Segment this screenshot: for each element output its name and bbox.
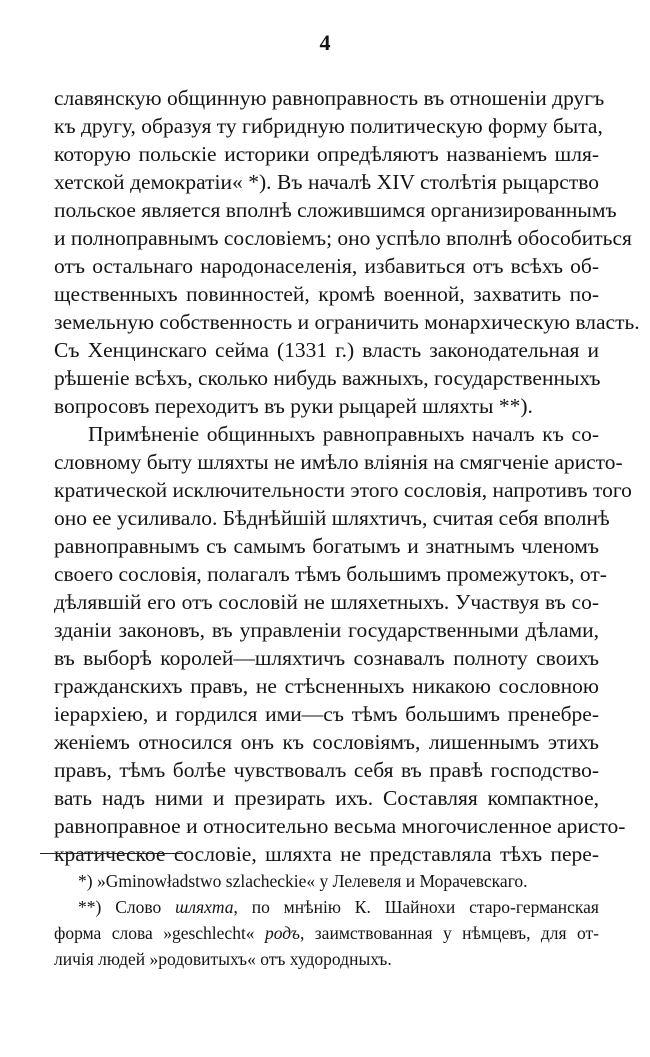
text-line: своего сословія, полагалъ тѣмъ большимъ промежутокъ, от- (54, 562, 607, 586)
text-line: равноправнымъ съ самымъ богатымъ и знатнымъ членомъ (54, 534, 599, 558)
text-line: дѣлявшій его отъ сословій не шляхетныхъ. Участвуя въ со- (54, 590, 599, 614)
page-number: 4 (319, 30, 331, 55)
footnote-divider (40, 853, 185, 854)
footnote-2-italic-word: шляхта (175, 897, 234, 917)
footnote-2-text: , заимствованная у нѣмцевъ, для от- (299, 923, 600, 943)
text-line: женіемъ относился онъ къ сословіямъ, лишеннымъ этихъ (54, 730, 599, 754)
text-line: отъ остальнаго народонаселенія, избавиться отъ всѣхъ об- (54, 254, 599, 278)
footnote-2-line-3: личія людей »родовитыхъ« отъ худородныхъ. (54, 949, 392, 969)
text-line: славянскую общинную равноправность въ отношеніи другъ (54, 86, 605, 110)
text-line: щественныхъ повинностей, кромѣ военной, захватить по- (54, 282, 599, 306)
footnote-2-text: , по мнѣнію К. Шайнохи старо-германская (233, 897, 599, 917)
text-line: и полноправнымъ сословіемъ; оно успѣло вполнѣ обособиться (54, 226, 632, 250)
text-line: Съ Хенцинскаго сейма (1331 г.) власть законодательная и (54, 338, 599, 362)
text-line: вать надъ ними и презирать ихъ. Составляя компактное, (54, 786, 599, 810)
text-line: польское является вполнѣ сложившимся организированнымъ (54, 198, 617, 222)
text-line: зданіи законовъ, въ управленіи государственными дѣлами, (54, 618, 599, 642)
text-line: кратической исключительности этого сословія, напротивъ того (54, 478, 632, 502)
text-line: правъ, тѣмъ болѣе чувствовалъ себя въ правѣ господство- (54, 758, 599, 782)
footnote-2-text: форма слова »geschlecht« (54, 923, 265, 943)
footnote-2-text: **) Слово (78, 897, 176, 917)
text-line: Примѣненіе общинныхъ равноправныхъ началъ къ со- (88, 422, 599, 446)
text-line: словному быту шляхты не имѣло вліянія на смягченіе аристо- (54, 450, 623, 474)
footnote-2-line-2 (54, 922, 599, 944)
text-line: земельную собственность и ограничить монархическую власть. (54, 310, 640, 334)
text-line: кратическое сословіе, шляхта не представляла тѣхъ пере- (54, 842, 599, 866)
text-line: которую польскіе историки опредѣляютъ названіемъ шля- (54, 142, 599, 166)
text-line: къ другу, образуя ту гибридную политическую форму быта, (54, 114, 603, 138)
text-line: хетской демократіи« *). Въ началѣ XIV столѣтія рыцарство (54, 170, 599, 194)
text-line: іерархіею, и гордился ими—съ тѣмъ большимъ пренебре- (54, 702, 599, 726)
footnote-1: *) »Gminowładstwo szlacheckie« у Лелевеля и Морачевскаго. (78, 871, 528, 891)
text-line: въ выборѣ королей—шляхтичъ сознавалъ полноту своихъ (54, 646, 599, 670)
text-line: равноправное и относительно весьма многочисленное аристо- (54, 814, 626, 838)
footnote-2-italic-word: родъ (264, 923, 300, 943)
footnote-2-line-1 (78, 896, 599, 918)
text-line: оно ее усиливало. Бѣднѣйшій шляхтичъ, считая себя вполнѣ (54, 506, 610, 530)
text-line: рѣшеніе всѣхъ, сколько нибудь важныхъ, государственныхъ (54, 366, 601, 390)
text-line: гражданскихъ правъ, не стѣсненныхъ никакою сословною (54, 674, 599, 698)
text-line: вопросовъ переходитъ въ руки рыцарей шляхты **). (54, 394, 533, 418)
